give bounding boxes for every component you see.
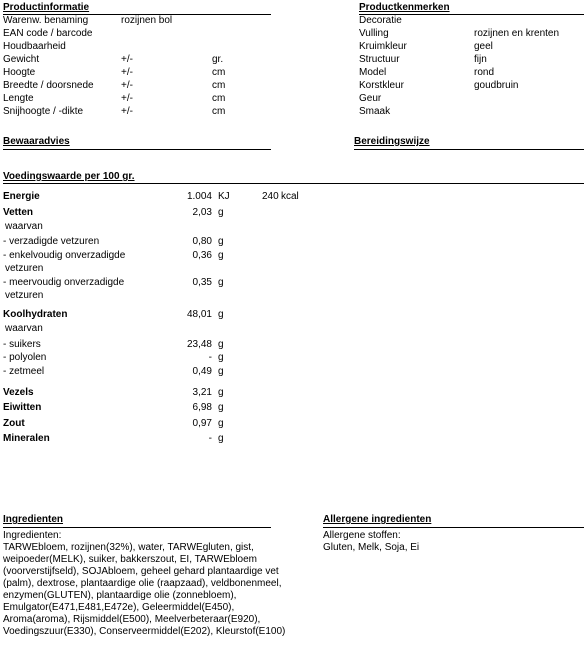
- ingredients-intro: Ingredienten:: [3, 530, 62, 541]
- nutrient-value: 240: [262, 191, 279, 202]
- nutrient-unit: g: [218, 250, 224, 261]
- nutrient-value: 0,36: [192, 250, 212, 261]
- nutrient-label: Energie: [3, 191, 40, 202]
- nutrient-label: vetzuren: [5, 290, 44, 301]
- product-info-heading: Productinformatie: [3, 2, 90, 13]
- product-info-value: +/-: [121, 54, 133, 65]
- product-info-label: Houdbaarheid: [3, 41, 66, 52]
- nutrient-label: Eiwitten: [3, 402, 42, 413]
- allergens-intro: Allergene stoffen:: [323, 530, 401, 541]
- storage-divider: [3, 149, 271, 150]
- allergens-heading: Allergene ingredienten: [323, 514, 432, 525]
- nutrient-label: vetzuren: [5, 263, 44, 274]
- nutrient-value: 2,03: [192, 207, 212, 218]
- product-info-unit: cm: [212, 93, 226, 104]
- product-info-unit: cm: [212, 80, 226, 91]
- product-info-value: +/-: [121, 67, 133, 78]
- nutrient-unit: g: [218, 418, 224, 429]
- preparation-heading: Bereidingswijze: [354, 136, 430, 147]
- product-info-value: +/-: [121, 93, 133, 104]
- nutrient-unit: g: [218, 352, 224, 363]
- nutrient-unit: g: [218, 277, 224, 288]
- product-info-unit: gr.: [212, 54, 224, 65]
- product-feature-label: Geur: [359, 93, 382, 104]
- product-feature-value: rond: [474, 67, 495, 78]
- allergens-text: Gluten, Melk, Soja, Ei: [323, 542, 420, 553]
- nutrient-label: Vetten: [3, 207, 34, 218]
- nutrient-value: 1.004: [186, 191, 212, 202]
- product-feature-value: fijn: [474, 54, 487, 65]
- allergens-divider: [323, 527, 584, 528]
- product-feature-label: Korstkleur: [359, 80, 405, 91]
- nutrient-label: - meervoudig onverzadigde: [3, 277, 125, 288]
- storage-heading: Bewaaradvies: [3, 136, 70, 147]
- product-info-label: Gewicht: [3, 54, 40, 65]
- nutrient-label: Vezels: [3, 387, 34, 398]
- product-info-label: Warenw. benaming: [3, 15, 89, 26]
- product-feature-label: Decoratie: [359, 15, 402, 26]
- nutrient-sublabel: waarvan: [5, 221, 43, 232]
- nutrition-heading: Voedingswaarde per 100 gr.: [3, 171, 135, 182]
- product-info-unit: cm: [212, 67, 226, 78]
- nutrient-value: 23,48: [186, 339, 212, 350]
- product-info-value: +/-: [121, 106, 133, 117]
- ingredients-text: TARWEbloem, rozijnen(32%), water, TARWEgluten, gist, weipoeder(MELK), suiker, bakkerszout, EI, TARWEbloem (voorverstijfseld), SOJAbloem, geheel gehard plantaardige vet (palm), dextrose, plantaardige olie (raapzaad), veldbonenmeel, enzymen(GLUTEN), plantaardige olie (zonnebloem), Emulgator(E471,E481,E472e), Geleermiddel(E450), Aroma(aroma), Rijsmiddel(E500), Meelverbeteraar(E920), Voedingszuur(E330), Conserveermiddel(E202), Kleurstof(E100): [3, 542, 286, 637]
- nutrient-label: - enkelvoudig onverzadigde: [3, 250, 126, 261]
- product-info-unit: cm: [212, 106, 226, 117]
- nutrient-unit: g: [218, 309, 224, 320]
- product-feature-value: goudbruin: [474, 80, 519, 91]
- nutrient-value: 0,97: [192, 418, 212, 429]
- product-feature-label: Structuur: [359, 54, 400, 65]
- nutrient-value: -: [208, 352, 212, 363]
- nutrient-sublabel: waarvan: [5, 323, 43, 334]
- nutrient-label: - suikers: [3, 339, 41, 350]
- nutrient-unit: g: [218, 236, 224, 247]
- nutrient-label: Koolhydraten: [3, 309, 68, 320]
- nutrient-label: - polyolen: [3, 352, 47, 363]
- product-info-value: +/-: [121, 80, 133, 91]
- preparation-divider: [354, 149, 584, 150]
- product-feature-label: Kruimkleur: [359, 41, 407, 52]
- nutrient-value: 0,80: [192, 236, 212, 247]
- product-feature-value: rozijnen en krenten: [474, 28, 560, 39]
- nutrient-value: -: [208, 433, 212, 444]
- product-features-heading: Productkenmerken: [359, 2, 450, 13]
- nutrient-unit: g: [218, 433, 224, 444]
- nutrient-unit: kcal: [281, 191, 299, 202]
- product-feature-label: Vulling: [359, 28, 389, 39]
- nutrient-value: 0,35: [192, 277, 212, 288]
- nutrient-value: 3,21: [192, 387, 212, 398]
- nutrient-unit: g: [218, 366, 224, 377]
- nutrient-unit: g: [218, 339, 224, 350]
- nutrient-unit: g: [218, 387, 224, 398]
- nutrient-unit: g: [218, 207, 224, 218]
- product-feature-label: Model: [359, 67, 387, 78]
- product-info-label: Breedte / doorsnede: [3, 80, 94, 91]
- product-info-label: Lengte: [3, 93, 34, 104]
- nutrition-divider: [3, 183, 584, 184]
- product-info-label: Snijhoogte / -dikte: [3, 106, 84, 117]
- product-feature-label: Smaak: [359, 106, 391, 117]
- product-info-label: Hoogte: [3, 67, 36, 78]
- nutrient-value: 6,98: [192, 402, 212, 413]
- nutrient-label: - zetmeel: [3, 366, 45, 377]
- ingredients-heading: Ingredienten: [3, 514, 64, 525]
- nutrient-unit: g: [218, 402, 224, 413]
- nutrient-value: 48,01: [186, 309, 212, 320]
- ingredients-divider: [3, 527, 271, 528]
- nutrient-value: 0,49: [192, 366, 212, 377]
- nutrient-unit: KJ: [218, 191, 230, 202]
- nutrient-label: Zout: [3, 418, 25, 429]
- product-info-label: EAN code / barcode: [3, 28, 93, 39]
- nutrient-label: Mineralen: [3, 433, 50, 444]
- product-info-value: rozijnen bol: [121, 15, 173, 26]
- nutrient-label: - verzadigde vetzuren: [3, 236, 100, 247]
- product-feature-value: geel: [474, 41, 493, 52]
